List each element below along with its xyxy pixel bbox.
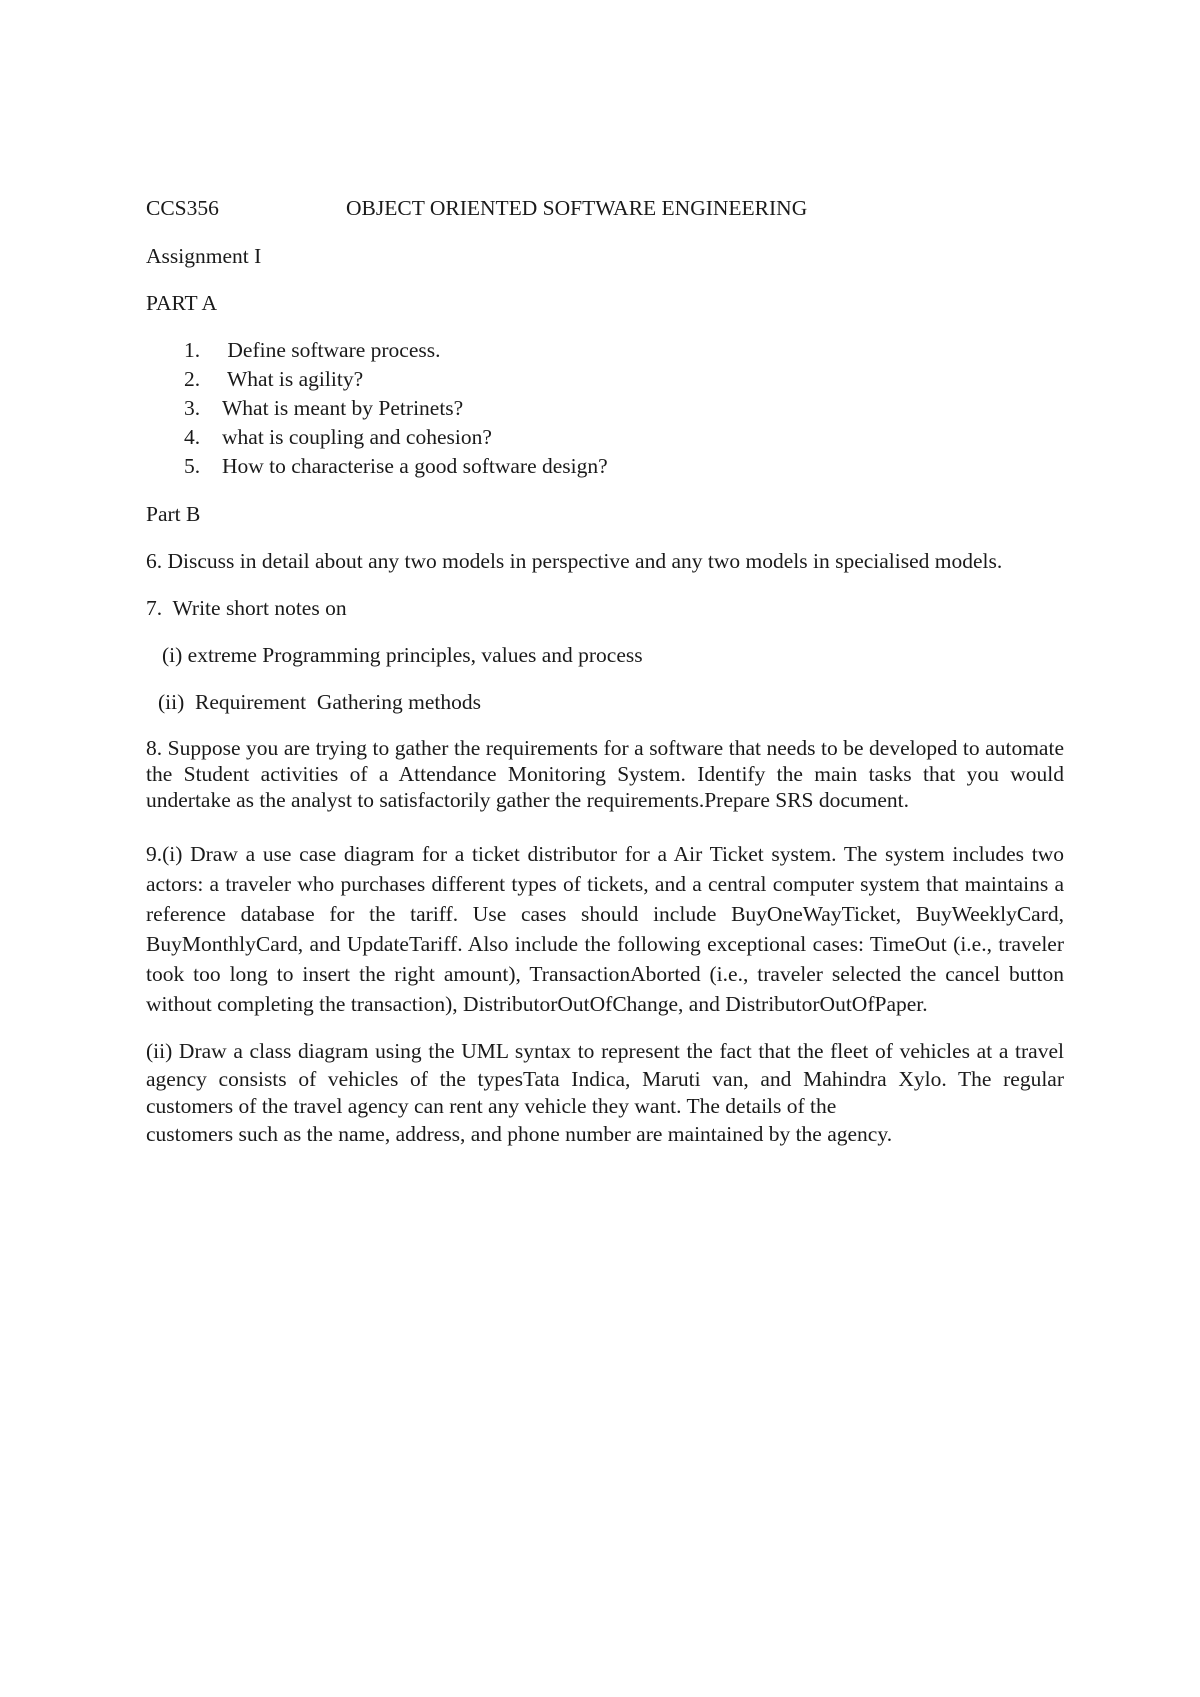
question-text: Define software process. [222,338,441,362]
document-content [146,194,1064,1167]
question-7-subpart-i: (i) extreme Programming principles, values and process [162,643,643,667]
question-number: 4. [184,425,201,449]
question-number: 3. [184,396,201,420]
list-item [146,423,1064,452]
question-6: 6. Discuss in detail about any two models in perspective and any two models in specialised models. [146,549,1003,573]
list-item [146,336,1064,365]
question-number: 2. [184,367,201,391]
assignment-title: Assignment I [146,244,262,268]
question-9-part-ii: (ii) Draw a class diagram using the UML syntax to represent the fact that the fleet of vehicles at a travel agency consists of vehicles of the typesTata Indica, Maruti van, and Mahindra Xylo. The regular customers of the travel agency can rent any vehicle they want. The details of the [146,1039,1064,1118]
part-b-heading: Part B [146,502,201,526]
course-title: OBJECT ORIENTED SOFTWARE ENGINEERING [346,196,808,220]
part-a-question-list [146,336,1064,481]
question-7: 7. Write short notes on [146,596,347,620]
course-code: CCS356 [146,196,219,220]
list-item [146,394,1064,423]
document-header [146,194,1064,222]
question-text: What is meant by Petrinets? [222,396,464,420]
list-item [146,452,1064,481]
question-7-subpart-ii: (ii) Requirement Gathering methods [158,690,482,714]
question-text: What is agility? [222,367,364,391]
question-number: 5. [184,454,201,478]
question-9-part-i: 9.(i) Draw a use case diagram for a ticket distributor for a Air Ticket system. The system includes two actors: a traveler who purchases different types of tickets, and a central computer system that maintains a reference database for the tariff. Use cases should include BuyOneWayTicket, BuyWeeklyCard, BuyMonthlyCard, and UpdateTariff. Also include the following exceptional cases: TimeOut (i.e., traveler took too long to insert the right amount), TransactionAborted (i.e., traveler selected the cancel button without completing the transaction), DistributorOutOfChange, and DistributorOutOfPaper. [146,842,1064,1016]
question-9-part-ii-continued: customers such as the name, address, and phone number are maintained by the agency. [146,1121,893,1146]
question-8: 8. Suppose you are trying to gather the requirements for a software that needs to be developed to automate the Student activities of a Attendance Monitoring System. Identify the main tasks that you would undertake as the analyst to satisfactorily gather the requirements.Prepare SRS document. [146,736,1064,812]
question-number: 1. [184,338,201,362]
question-text: what is coupling and cohesion? [222,425,492,449]
question-text: How to characterise a good software design? [222,454,608,478]
list-item [146,365,1064,394]
part-a-heading: PART A [146,291,218,315]
